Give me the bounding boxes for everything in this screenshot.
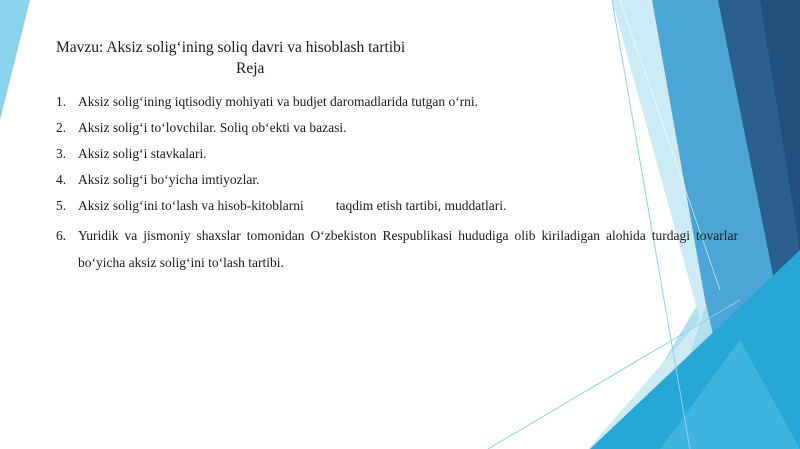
list-item-text: Yuridik va jismoniy shaxslar tomonidan O‘zbekiston Respublikasi hududiga olib kiriladigan alohida turdagi tovarlar bo‘yicha aksiz solig‘ini to‘lash tartibi. [78, 228, 738, 270]
list-item [56, 92, 738, 112]
list-item-text: Aksiz solig‘i stavkalari. [78, 146, 207, 161]
plan-list [56, 92, 738, 282]
list-item [56, 170, 738, 190]
list-item-text: Aksiz solig‘i to‘lovchilar. Soliq ob‘ekti va bazasi. [78, 120, 347, 135]
list-item-number: 3. [56, 146, 67, 161]
list-item-number: 6. [56, 228, 67, 243]
list-item-text-part-b: taqdim etish tartibi, muddatlari. [335, 198, 507, 213]
list-item [56, 144, 738, 164]
list-item-text-part-a: Aksiz solig‘ini to‘lash va hisob-kitoblarni [78, 198, 304, 213]
list-item-text: Aksiz solig‘i bo‘yicha imtiyozlar. [78, 172, 260, 187]
slide-subtitle: Reja [236, 60, 265, 77]
list-item-number: 1. [56, 94, 67, 109]
list-item-text: Aksiz solig‘ining iqtisodiy mohiyati va budjet daromadlarida tutgan o‘rni. [78, 94, 479, 109]
list-item-number: 4. [56, 172, 67, 187]
list-item [56, 222, 738, 276]
list-item-number: 2. [56, 120, 67, 135]
list-item [56, 118, 738, 138]
list-item [56, 196, 738, 216]
list-item-number: 5. [56, 198, 67, 213]
slide-title: Mavzu: Aksiz solig‘ining soliq davri va hisoblash tartibi [56, 39, 406, 56]
left-accent-shape [0, 0, 30, 120]
